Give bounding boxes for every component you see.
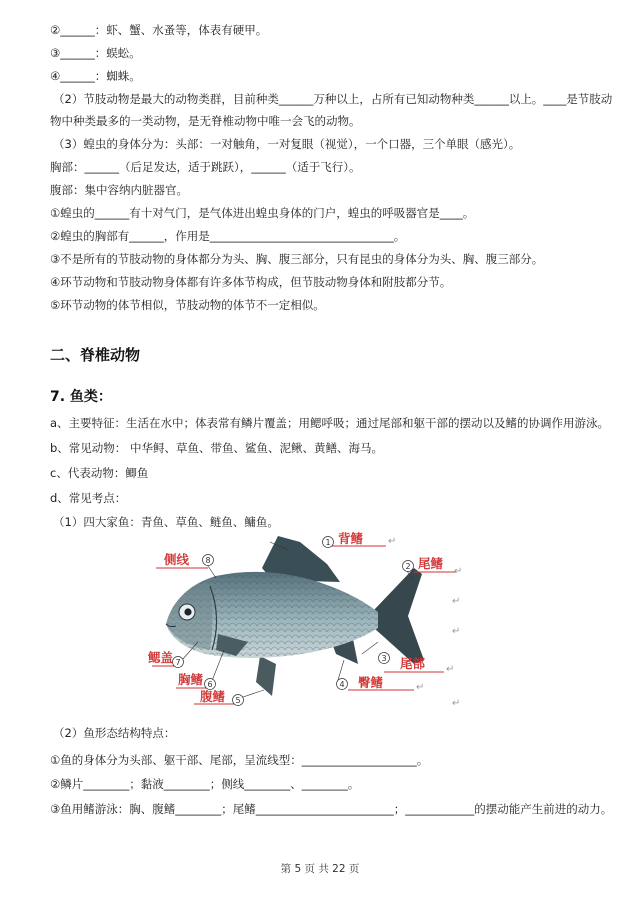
line-four-carps: （1）四大家鱼：青鱼、草鱼、鲢鱼、鳙鱼。	[53, 515, 279, 529]
line-myriapoda: ③______：蜈蚣。	[50, 46, 141, 60]
line-fish-features: a、主要特征：生活在水中；体表常有鳞片覆盖；用鳃呼吸；通过尾部和躯干部的摆动以及鳍的协调作用游泳。	[50, 416, 610, 430]
line-arachnida: ④______：蜘蛛。	[50, 69, 141, 83]
line-insect-body-parts: ③不是所有的节肢动物的身体都分为头、胸、腹三部分，只有昆虫的身体分为头、胸、腹三部分。	[50, 252, 544, 266]
line-insects-fly: 物中种类最多的一类动物，是无脊椎动物中唯一会飞的动物。	[50, 114, 361, 128]
num-caudal-fin: 2	[405, 562, 411, 571]
caudal-fin-shape	[374, 568, 424, 664]
line-fish-structure: （2）鱼形态结构特点：	[53, 726, 176, 740]
line-locust-abdomen: 腹部：集中容纳内脏器官。	[50, 183, 188, 197]
return-mark: ↵	[446, 664, 455, 675]
line-exam-points: d、常见考点：	[50, 491, 127, 505]
return-mark: ↵	[416, 682, 425, 693]
return-mark: ↵	[454, 566, 463, 577]
label-ventral-fin: 腹鳍	[200, 689, 226, 704]
label-dorsal-fin: 背鳍	[338, 531, 364, 546]
line-locust-spiracles: ①蝗虫的______有十对气门，是气体进出蝗虫身体的门户，蝗虫的呼吸器官是____。	[50, 206, 475, 220]
line-locust-thorax: 胸部：______（后足发达，适于跳跃），______（适于飞行）。	[50, 160, 361, 174]
line-fish-examples: b、常见动物： 中华鲟、草鱼、带鱼、鲨鱼、泥鳅、黄鳝、海马。	[50, 441, 383, 455]
label-gill-cover: 鳃盖	[148, 650, 174, 665]
line-segments-similar: ⑤环节动物的体节相似，节肢动物的体节不一定相似。	[50, 298, 325, 312]
line-fish-scales: ②鳞片________；黏液________；侧线________、________。	[50, 777, 360, 791]
num-ventral: 5	[235, 696, 241, 705]
line-locust-thorax-function: ②蝗虫的胸部有______，作用是________________________________。	[50, 229, 406, 243]
line-locust-head: （3）蝗虫的身体分为：头部：一对触角，一对复眼（视觉），一个口器，三个单眼（感光）。	[53, 137, 521, 151]
num-gill-cover: 7	[175, 658, 181, 667]
line-fish-fins: ③鱼用鳍游泳：胸、腹鳍________；尾鳍________________________；____________的摆动能产生前进的动力。	[50, 802, 613, 816]
num-pectoral: 6	[207, 680, 213, 689]
return-mark: ↵	[388, 536, 397, 547]
line-arthropod-species: （2）节肢动物是最大的动物类群，目前种类______万种以上，占所有已知动物种类______以上。____是节肢动	[53, 92, 613, 106]
line-segments-compare: ④环节动物和节肢动物身体都有许多体节构成，但节肢动物身体和附肢都分节。	[50, 275, 452, 289]
label-tail: 尾部	[400, 656, 426, 671]
num-anal: 4	[339, 680, 345, 689]
num-lateral: 8	[205, 556, 211, 565]
label-pectoral-fin: 胸鳍	[178, 672, 204, 687]
subsection-heading: 7. 鱼类：	[50, 389, 112, 405]
section-heading: 二、脊椎动物	[50, 346, 141, 364]
num-dorsal: 1	[325, 538, 331, 547]
line-fish-body-parts: ①鱼的身体分为头部、躯干部、尾部，呈流线型：____________________。	[50, 753, 429, 767]
num-tail: 3	[381, 654, 387, 663]
ventral-fin-shape	[256, 656, 276, 696]
page-footer: 第 5 页 共 22 页	[280, 863, 360, 875]
fish-diagram	[148, 530, 463, 710]
line-fish-representative: c、代表动物：鲫鱼	[50, 466, 149, 480]
return-mark: ↵	[452, 698, 461, 709]
label-caudal-fin: 尾鳍	[418, 556, 444, 571]
line-crustacea: ②______：虾、蟹、水蚤等，体表有硬甲。	[50, 23, 268, 37]
return-mark: ↵	[452, 596, 461, 607]
label-anal-fin: 臀鳍	[358, 675, 384, 690]
return-mark: ↵	[452, 626, 461, 637]
label-lateral-line: 侧线	[164, 552, 190, 567]
